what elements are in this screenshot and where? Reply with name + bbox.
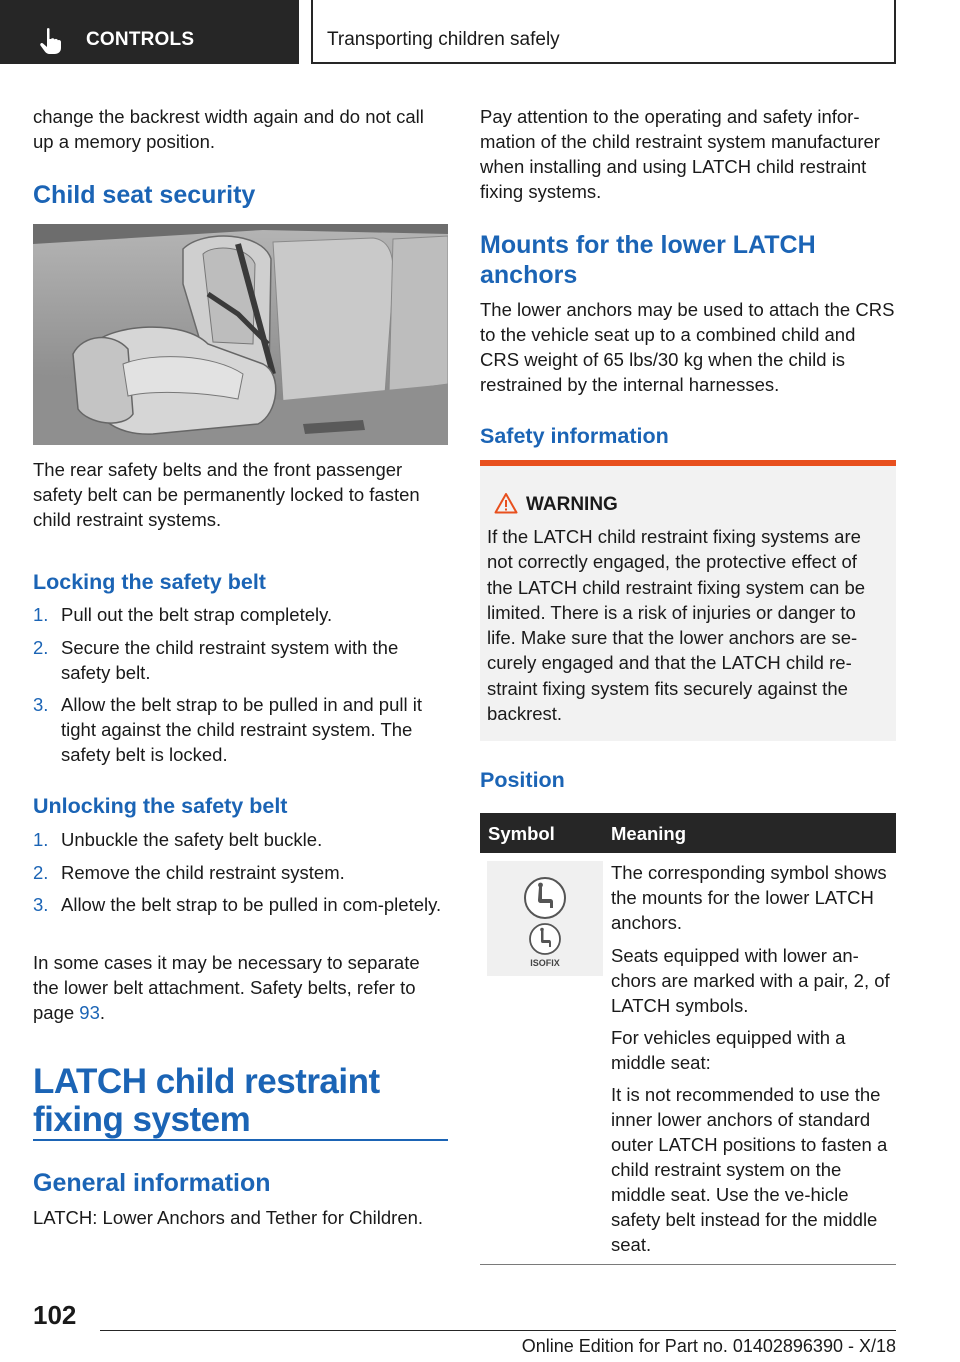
- column-header-symbol: Symbol: [488, 823, 555, 844]
- mounts-text: The lower anchors may be used to attach the CRS to the vehicle seat up to a combined child and CRS weight of 65 lbs/30 kg when the child is restrained by the internal harnesses.: [480, 299, 895, 395]
- step-number: 2.: [33, 862, 49, 883]
- isofix-label: ISOFIX: [530, 958, 560, 968]
- heading-rule: [33, 1139, 448, 1141]
- unlocking-step: Unbuckle the safety belt buckle.: [61, 829, 323, 850]
- section-tab: [0, 0, 299, 64]
- mounts-heading: Mounts for the lower LATCH anchors: [480, 231, 816, 289]
- isofix-symbol: [487, 861, 603, 976]
- child-seat-heading: Child seat security: [33, 181, 256, 209]
- child-seat-illustration: [33, 224, 448, 445]
- table-bottom-rule: [480, 1264, 896, 1265]
- meaning-paragraph: It is not recommended to use the inner lower anchors of standard outer LATCH positions to fasten a child restraint system on the middle seat. Use the ve‐hicle safety belt instead for the middle seat.: [611, 1084, 888, 1255]
- latch-heading: LATCH child restraint fixing system: [33, 1062, 380, 1139]
- separate-belt-period: .: [99, 1002, 106, 1023]
- footer-rule: [100, 1330, 896, 1331]
- footer-edition: Online Edition for Part no. 01402896390 - X/18: [521, 1336, 896, 1356]
- meaning-paragraph: The corresponding symbol shows the mounts for the lower LATCH anchors.: [611, 862, 887, 933]
- general-heading: General information: [33, 1169, 271, 1197]
- locking-heading: Locking the safety belt: [33, 570, 266, 594]
- warning-box: [480, 460, 896, 741]
- separate-belt-text: [33, 950, 448, 1025]
- chapter-tab: [311, 0, 896, 64]
- unlocking-heading: Unlocking the safety belt: [33, 794, 288, 818]
- unlocking-step: Allow the belt strap to be pulled in com‐pletely.: [61, 894, 442, 915]
- step-number: 3.: [33, 694, 49, 715]
- intro-text: change the backrest width again and do not call up a memory position.: [33, 106, 424, 152]
- page-number: 102: [33, 1300, 77, 1330]
- separate-belt-sentence: In some cases it may be necessary to separate the lower belt attachment. Safety belts, refer to page: [33, 952, 420, 1023]
- seat-caption: The rear safety belts and the front passenger safety belt can be permanently locked to fasten child restraint systems.: [33, 459, 420, 530]
- hand-pointer-icon: [38, 27, 64, 55]
- chapter-title: Transporting children safely: [327, 29, 560, 50]
- isofix-icon: [487, 861, 603, 976]
- right-intro-text: Pay attention to the operating and safety infor‐mation of the child restraint system manufacturer when installing and using LATCH child restraint fixing systems.: [480, 106, 880, 202]
- table-header: [480, 813, 896, 853]
- warning-text: If the LATCH child restraint fixing systems are not correctly engaged, the protective effect of the LATCH child restraint fixing system can be limited. There is a risk of injuries or danger to life. Make sure that the lower anchors are se‐curely engaged and that the LATCH child re‐straint fixing system fits securely against the backrest.: [487, 526, 866, 725]
- locking-step: Allow the belt strap to be pulled in and pull it tight against the child restraint system. The safety belt is locked.: [61, 694, 422, 765]
- meaning-paragraph: For vehicles equipped with a middle seat:: [611, 1027, 846, 1073]
- warning-triangle-icon: [494, 492, 518, 514]
- child-seat-photo: [33, 224, 448, 445]
- safety-heading: Safety information: [480, 424, 669, 448]
- step-number: 1.: [33, 829, 49, 850]
- general-text: LATCH: Lower Anchors and Tether for Children.: [33, 1207, 424, 1228]
- meaning-paragraph: Seats equipped with lower an‐chors are marked with a pair, 2, of LATCH symbols.: [611, 945, 890, 1016]
- step-number: 3.: [33, 894, 49, 915]
- locking-step: Secure the child restraint system with the safety belt.: [61, 637, 399, 683]
- section-label: CONTROLS: [86, 29, 195, 50]
- step-number: 1.: [33, 604, 49, 625]
- step-number: 2.: [33, 637, 49, 658]
- column-header-meaning: Meaning: [611, 823, 687, 844]
- warning-title: WARNING: [526, 494, 618, 515]
- unlocking-step: Remove the child restraint system.: [61, 862, 345, 883]
- locking-step: Pull out the belt strap completely.: [61, 604, 333, 625]
- position-heading: Position: [480, 768, 565, 792]
- page-93-link[interactable]: 93: [79, 1002, 100, 1023]
